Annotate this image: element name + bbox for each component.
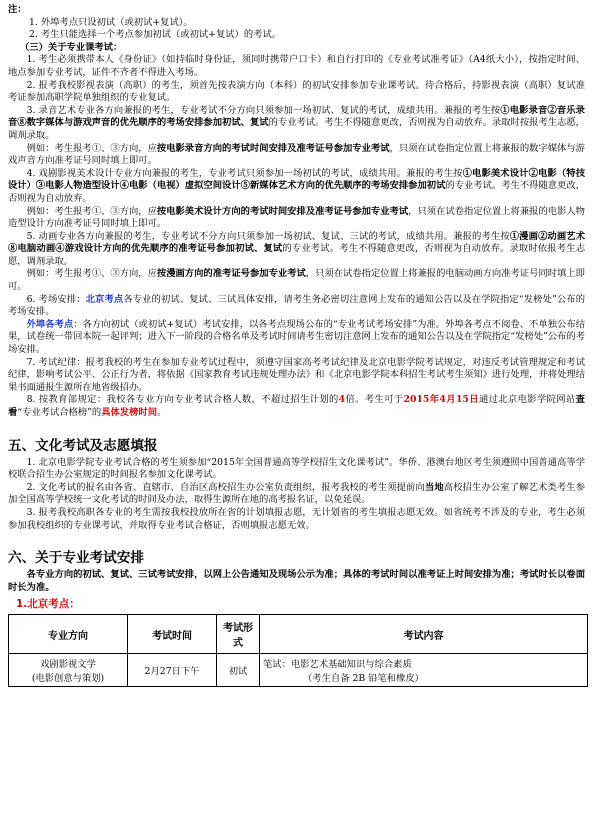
s3-paragraph-8 xyxy=(8,394,585,419)
col-header-form: 考试形式 xyxy=(217,615,260,654)
s5p2-text-end: 高校招生办公室了解艺术类考生参加全国高等学校统一文化考试的时间及办法，取得生源所在地的高考报名证，以免延误。 xyxy=(8,481,585,506)
p6-text: 6. 考场安排： xyxy=(26,293,86,305)
cell-major xyxy=(9,654,128,687)
s5p2-emphasis: 当地 xyxy=(424,481,444,493)
note-2: 2. 考生只能选择一个考点参加初试（或初试+复试）的考试。 xyxy=(29,29,282,41)
s3-paragraph-6b xyxy=(8,319,585,357)
e4-text-end: ，只须在试卷指定位置上将兼报的电影人物造型设计方向准考证号同时填上即可。 xyxy=(8,205,585,230)
major-name: 戏剧影视文学 xyxy=(40,659,96,671)
s5-paragraph-2 xyxy=(8,482,585,507)
p4-text: 4. 戏剧影视美术设计专业方向兼报的考生，专业考试只须参加一场初试的考试，成绩共用。兼报的考生按 xyxy=(26,167,463,179)
col-header-content: 考试内容 xyxy=(260,615,588,654)
s3-paragraph-7: 7. 考试纪律：报考我校的考生在参加专业考试过程中，须遵守国家高考考试纪律及北京电影学院考试规定，对违反考试管理规定和考试纪律，影响考试公平、公正行为者，将依据《国家教育考试违规处理办法》和《北京电影学院本科招生考试考生须知》进行处理，并将处理结果书面通报生源所在地省级招办。 xyxy=(8,356,585,393)
s5-paragraph-1: 1. 北京电影学院专业考试合格的考生须参加“2015年全国普通高等学校招生文化课考试”。华侨、港澳台地区考生须遵照中国普通高等学校联合招生办公室规定的时间报名参加文化课考试。 xyxy=(8,456,585,481)
p4-emphasis: ①电影美术设计②电影（特技设计）③电影人物造型设计④电影（电视）虚拟空间设计⑤新媒体艺术方向的优先顺序的考场安排参加初试 xyxy=(8,167,585,192)
s5-paragraph-3: 3. 报考我校高职各专业的考生需按我校投放所在省的计划填报志愿，无计划省的考生填报志愿无效。如省统考不涉及的专业，考生必须参加我校组织的专业课考试，并取得专业考试合格证，否则填报志愿无效。 xyxy=(8,506,585,531)
cell-form: 初试 xyxy=(217,654,260,687)
exam-schedule-table xyxy=(8,614,588,687)
external-site-label: 外埠各考点 xyxy=(26,318,74,330)
p6-text-mid: 各专业的初试、复试、三试具体安排，请考生务必密切注意网上发布的通知公告以及在学院指定“发榜处”公布的考场安排。 xyxy=(8,293,585,318)
e5-text: 例如：考生报考①、③方向，应 xyxy=(26,268,157,280)
p5-text-end: 的专业考试。考生不得随意更改，否则视为自动放弃。录取时依报考生志愿，调剂录取。 xyxy=(8,243,585,267)
major-sub: (电影创意与策划) xyxy=(31,673,105,685)
beijing-site-label: 北京考点 xyxy=(85,293,124,305)
section-3-title: （三）关于专业课考试： xyxy=(20,41,123,53)
s3-example-5 xyxy=(8,268,585,293)
p5-text: 5. 动画专业各方向兼报的考生，专业考试不分方向只须参加一场初试、复试、三试的考试，成绩共用。兼报的考生按 xyxy=(26,230,510,242)
s3-example-4 xyxy=(8,206,585,231)
p8-view: 查看 xyxy=(8,394,585,418)
p8-period: 。 xyxy=(157,407,167,418)
p3-emphasis: ①电影录音②音乐录音⑧数字媒体与游戏声音的优先顺序的考场安排参加初试、复试 xyxy=(8,104,585,129)
table-header-row xyxy=(9,615,588,654)
e3-text: 例如：考生报考①、③方向，应 xyxy=(26,142,157,154)
s6-intro: 各专业方向的初试、复试、三试考试安排，以网上公告通知及现场公示为准；具体的考试时间以准考证上时间安排为准；考试时长以卷面时长为准。 xyxy=(8,569,585,593)
s3-example-3 xyxy=(8,143,585,168)
content-line-1: 笔试：电影艺术基础知识与综合素质 xyxy=(263,659,412,671)
p3-text: 3. 录音艺术专业各方向兼报的考生，专业考试不分方向只须参加一场初试、复试的考试，成绩共用。兼报的考生按 xyxy=(26,104,501,116)
table-row xyxy=(9,654,588,687)
e3-emphasis: 按电影录音方向的考试时间安排及准考证号参加专业考试 xyxy=(156,142,390,154)
s5p2-text: 2. 文化考试的报名由各省、直辖市、自治区高校招生办公室负责组织，报考我校的考生须提前向 xyxy=(26,481,425,493)
e4-emphasis: 按电影美术设计方向的考试时间安排及准考证号参加专业考试 xyxy=(156,205,409,217)
p6b-text: ：各方向初试（或初试+复试）考试安排，以各考点现场公布的“专业考试考场安排”为准。外埠各考点不阅卷、不单独公布结果，试卷统一带回本院一起评判；进入下一阶段的合格名单及考试时间请考生密切注意网上发布的通知公告以及在学院指定“发榜处”公布的考场安排。 xyxy=(8,318,585,356)
p3-text-end: 的专业考试。考生不得随意更改，否则视为自动放弃。录取时按报考生志愿，调剂录取。 xyxy=(8,117,585,141)
col-header-major: 专业方向 xyxy=(9,615,128,654)
e3-text-end: ，只须在试卷指定位置上将兼报的数字媒体与游戏声音方向准考证号同时填上即可。 xyxy=(8,142,585,167)
e5-text-end: ，只须在试卷指定位置上将兼报的电脑动画方向准考证号同时填上即可。 xyxy=(8,268,585,293)
cell-time: 2月27日下午 xyxy=(128,654,217,687)
notes-label: 注： xyxy=(8,4,27,15)
col-header-time: 考试时间 xyxy=(128,615,217,654)
p8-date: 2015年4月15日 xyxy=(403,394,479,406)
e5-emphasis: 按漫画方向的准考证号参加专业考试 xyxy=(156,268,306,280)
note-1: 1. 外埠考点只设初试（或初试+复试）。 xyxy=(29,16,193,28)
s3-paragraph-6 xyxy=(8,294,585,319)
p8-text-4: “专业考试合格榜”的 xyxy=(17,407,102,418)
s3-paragraph-2: 2. 报考我校影视表演（高职）的考生，须首先按表演方向（本科）的初试安排参加专业课考试。待合格后，持影视表演（高职）复试准考证参加高职学院单独组织的专业复试。 xyxy=(8,79,585,104)
cell-content xyxy=(260,654,588,687)
p5-emphasis: ①漫画②动画艺术⑧电脑动画④游戏设计方向的优先顺序的准考证号参加初试、复试 xyxy=(8,230,585,255)
p8-multiple: 4 xyxy=(338,394,346,406)
p4-text-end: 的专业考试。考生不得随意更改，否则视为自动放弃。 xyxy=(8,180,585,204)
section-5-heading: 五、文化考试及志愿填报 xyxy=(8,437,158,454)
s3-paragraph-1: 1. 考生必须携带本人《身份证》（如持临时身份证，须同时携带户口卡）和自行打印的《专业考试准考证》（A4纸大小），按指定时间、地点参加专业考试，证件不齐者不得进入考场。 xyxy=(8,54,585,78)
e4-text: 例如：考生报考①、③方向，应 xyxy=(26,205,157,217)
s3-paragraph-5 xyxy=(8,231,585,269)
content-line-2: （考生自备 2B 铅笔和橡皮） xyxy=(303,673,424,685)
p8-release-time: 具体发榜时间 xyxy=(101,407,157,418)
beijing-site-heading: 1.北京考点： xyxy=(16,598,80,611)
p8-text-2: 倍。考生可于 xyxy=(345,394,404,406)
p8-text: 8. 按教育部规定：我校各专业方向专业考试合格人数，不超过招生计划的 xyxy=(26,394,339,406)
p8-text-3: 通过北京电影学院网站 xyxy=(478,394,576,406)
section-6-heading: 六、关于专业考试安排 xyxy=(8,550,144,567)
s3-paragraph-3 xyxy=(8,105,585,143)
s3-paragraph-4 xyxy=(8,168,585,206)
